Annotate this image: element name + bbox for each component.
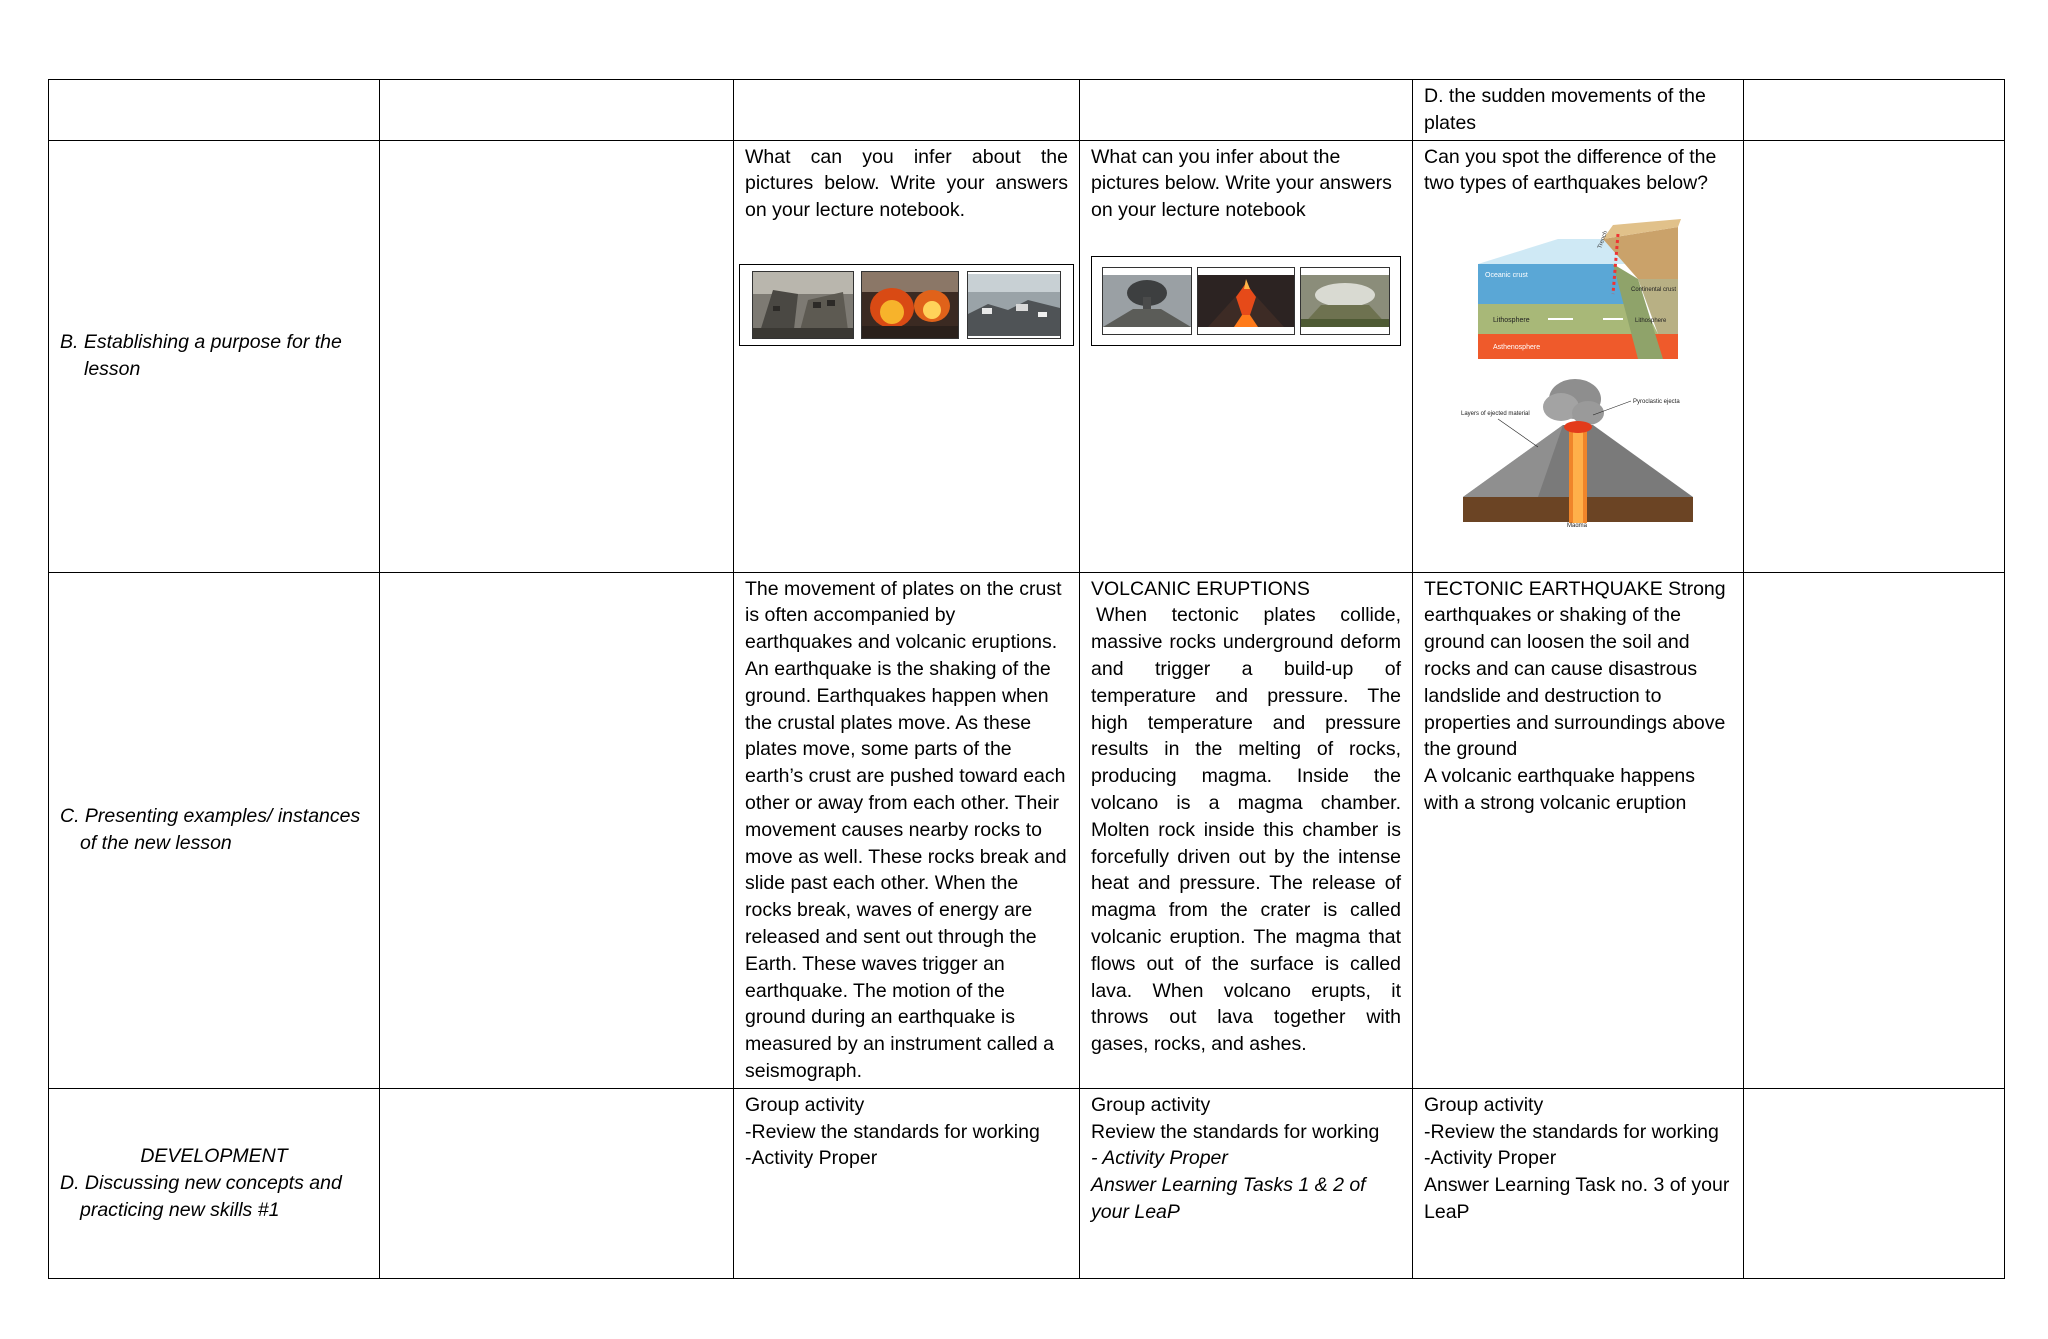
diagram-label: Trench: [1597, 230, 1610, 250]
diagram-label: Oceanic crust: [1485, 272, 1528, 280]
diagram-label: Continental crust: [1631, 287, 1677, 294]
volcano-cross-section-diagram: [1443, 377, 1713, 527]
table-cell: [1413, 1088, 1744, 1278]
diagram-label: Layers of ejected material: [1461, 411, 1530, 418]
activity-line: Review the standards for working: [1091, 1120, 1380, 1143]
row-label-cell: [49, 1088, 380, 1278]
activity-line: Group activity: [745, 1093, 865, 1116]
table-cell: [1413, 140, 1744, 572]
table-cell: [734, 572, 1080, 1088]
infer-prompt-earthquake: What can you infer about the pictures below. Write your answers on your lecture notebook.: [745, 145, 1068, 222]
activity-line: -Review the standards for working: [745, 1120, 1040, 1143]
activity-line: -Activity Proper: [745, 1147, 878, 1170]
row-label-discussing: D. Discussing new concepts and practicing new skills #1: [60, 1171, 342, 1221]
earthquake-photo-strip: [739, 264, 1074, 346]
table-cell: [380, 140, 734, 572]
activity-line: Answer Learning Task no. 3 of your LeaP: [1424, 1174, 1730, 1223]
table-cell: [734, 1088, 1080, 1278]
collapsed-building-photo: [752, 271, 854, 339]
lesson-plan-table: [48, 79, 2005, 1279]
table-cell: [1744, 1088, 2005, 1278]
tsunami-debris-photo: [967, 271, 1061, 339]
table-cell: [1413, 80, 1744, 141]
fire-damage-photo: [861, 271, 959, 339]
activity-line: Group activity: [1424, 1093, 1544, 1116]
table-cell: [1080, 80, 1413, 141]
table-cell: [734, 80, 1080, 141]
volcanic-eruptions-text: When tectonic plates collide, massive rocks underground deform and trigger a build-up of temperature and pressure. The high temperature and pressure results in the melting of rocks, producing magma. Inside the volcano is a magma chamber. Molten rock inside this chamber is forcefully driven out by the intense heat and pressure. The release of magma from the crater is called volcanic eruption. The magma that flows out of the surface is called lava. When volcano erupts, it throws out lava together with gases, rocks, and ashes.: [1091, 604, 1401, 1056]
diagram-label: Magma: [1567, 523, 1588, 528]
activity-line: -Activity Proper: [1424, 1147, 1557, 1170]
table-cell: [1744, 80, 2005, 141]
table-cell: [380, 572, 734, 1088]
activity-line: Answer Learning Tasks 1 & 2 of your LeaP: [1091, 1174, 1366, 1223]
diagram-label: Pyroclastic ejecta: [1633, 399, 1680, 406]
table-row: [49, 80, 2005, 141]
plate-movement-text: The movement of plates on the crust is often accompanied by earthquakes and volcanic eruptions. An earthquake is the shaking of the ground. Earthquakes happen when the crustal plates move. As these plates move, some parts of the earth’s crust are pushed toward each other or away from each other. Their movement causes nearby rocks to move as well. These rocks break and slide past each other. When the rocks break, waves of energy are released and sent out through the Earth. These waves trigger an earthquake. The motion of the ground during an earthquake is measured by an instrument called a seismograph.: [745, 577, 1067, 1082]
activity-line: -Review the standards for working: [1424, 1120, 1719, 1143]
row-label-purpose: B. Establishing a purpose for the lesson: [60, 331, 342, 381]
table-cell: [1080, 572, 1413, 1088]
table-cell: [1080, 140, 1413, 572]
row-label-presenting: C. Presenting examples/ instances of the new lesson: [60, 805, 361, 855]
table-cell: [380, 1088, 734, 1278]
table-cell: [380, 80, 734, 141]
table-row: [49, 1088, 2005, 1278]
activity-line: Group activity: [1091, 1093, 1211, 1116]
table-row: [49, 572, 2005, 1088]
spot-difference-prompt: Can you spot the difference of the two types of earthquakes below?: [1424, 145, 1717, 195]
volcanic-earthquake-text: A volcanic earthquake happens with a strong volcanic eruption: [1424, 765, 1696, 814]
table-cell: [1744, 140, 2005, 572]
ash-plume-photo: [1102, 267, 1192, 335]
volcano-photo-strip: [1091, 256, 1401, 346]
tectonic-earthquake-text: TECTONIC EARTHQUAKE Strong earthquakes or shaking of the ground can loosen the soil and rocks and can cause disastrous landslide and destruction to properties and surroundings above the ground: [1424, 577, 1726, 761]
table-row: [49, 140, 2005, 572]
table-cell: [1080, 1088, 1413, 1278]
steaming-crater-photo: [1300, 267, 1390, 335]
answer-choice-d: D. the sudden movements of the plates: [1424, 85, 1706, 134]
infer-prompt-volcano: What can you infer about the pictures below. Write your answers on your lecture notebook: [1091, 145, 1392, 222]
row-label-cell: [49, 80, 380, 141]
development-heading: DEVELOPMENT: [140, 1145, 288, 1168]
subduction-zone-diagram: [1453, 219, 1703, 359]
diagram-label: Lithosphere: [1493, 317, 1530, 325]
volcanic-eruptions-heading: VOLCANIC ERUPTIONS: [1091, 577, 1310, 600]
row-label-cell: [49, 140, 380, 572]
table-cell: [1744, 572, 2005, 1088]
table-cell: [734, 140, 1080, 572]
diagram-label: Asthenosphere: [1493, 344, 1541, 352]
diagram-label: Lithosphere: [1635, 318, 1667, 325]
table-cell: [1413, 572, 1744, 1088]
lava-eruption-photo: [1197, 267, 1295, 335]
row-label-cell: [49, 572, 380, 1088]
activity-line: - Activity Proper: [1091, 1147, 1228, 1170]
